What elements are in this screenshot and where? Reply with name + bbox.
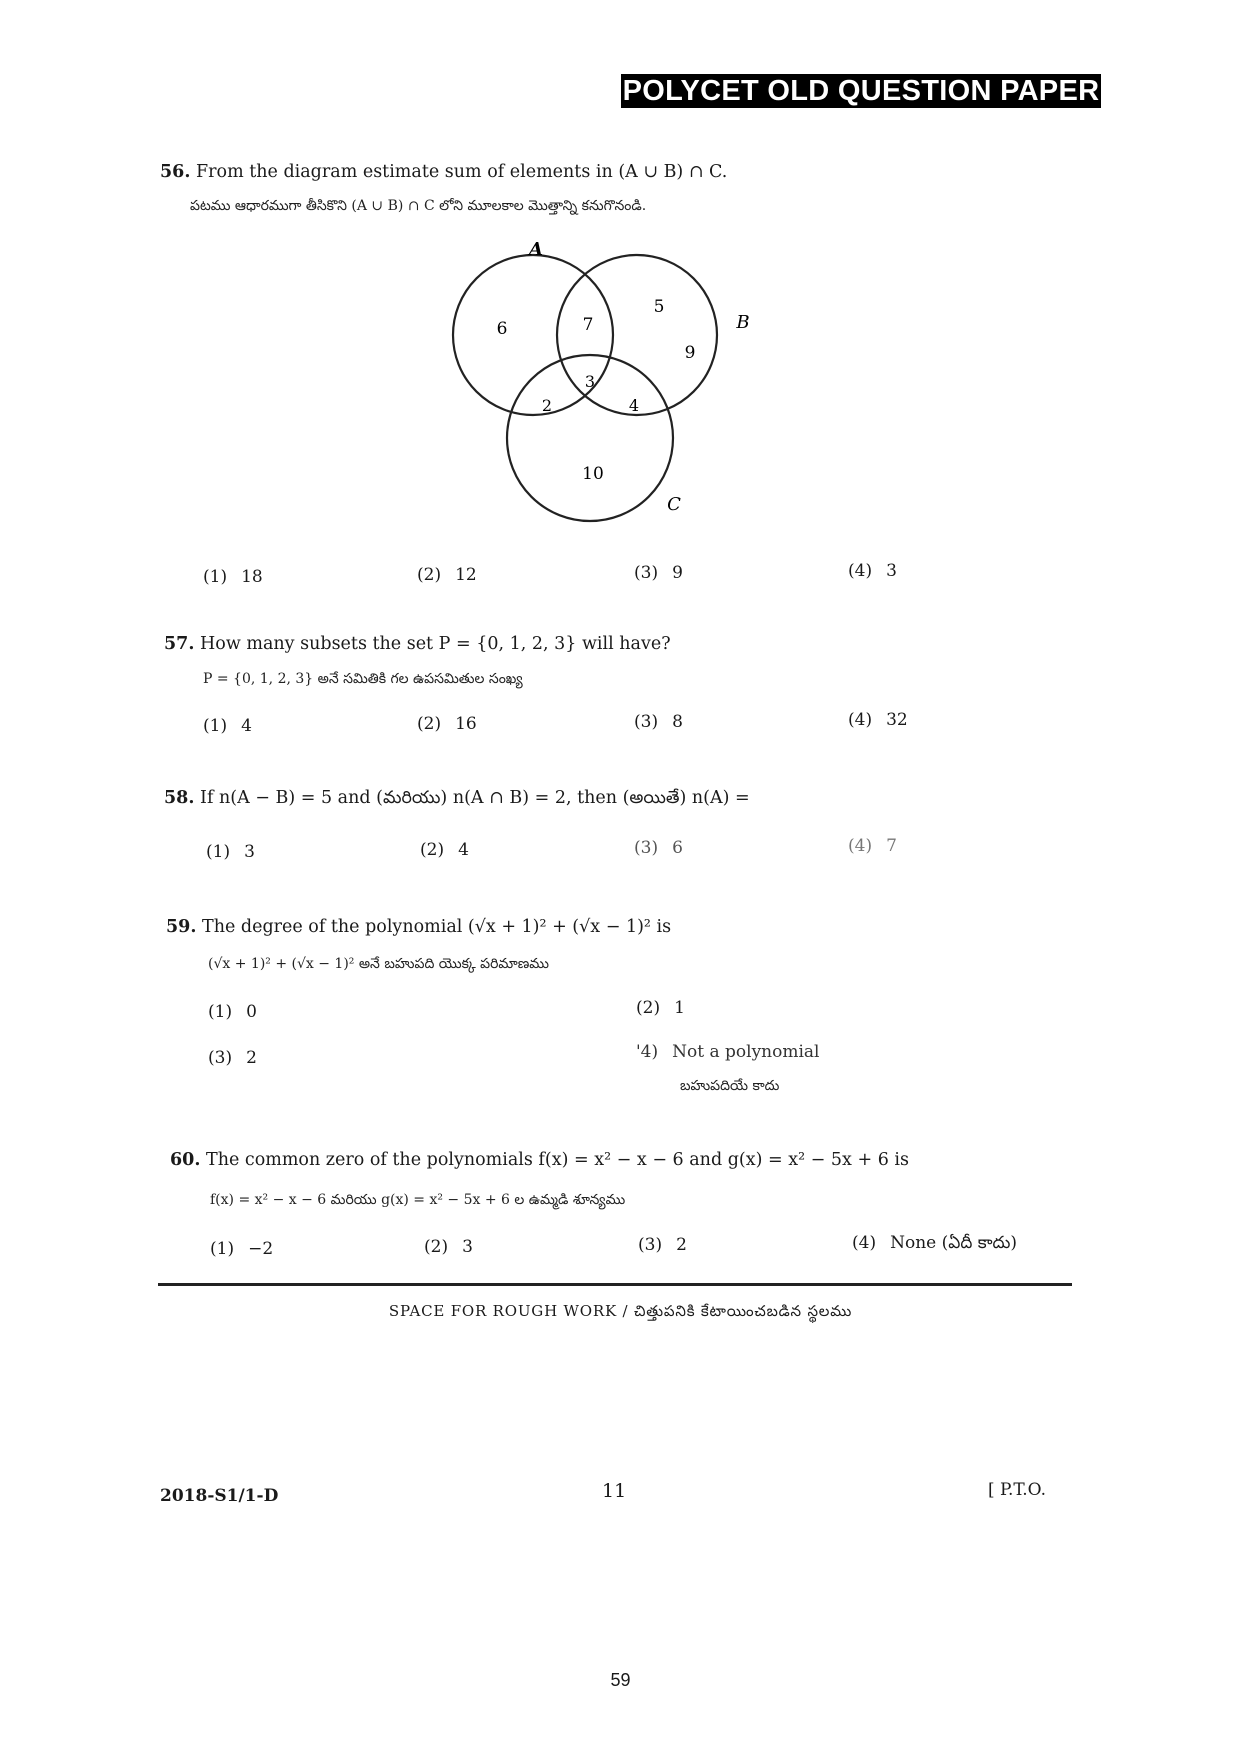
venn-region-a-only: 6 <box>496 319 508 339</box>
option-label: (3) <box>638 1235 663 1255</box>
option-label: '4) <box>636 1042 659 1062</box>
venn-label-c: C <box>667 494 681 515</box>
option-label: (1) <box>203 716 228 736</box>
option-label: (1) <box>208 1002 233 1022</box>
question-56-text: From the diagram estimate sum of elements in (A ∪ B) ∩ C. <box>196 162 728 182</box>
rough-work-label: SPACE FOR ROUGH WORK / చిత్తుపనికి కేటాయించబడిన స్థలము <box>388 1302 853 1320</box>
option-label: (4) <box>848 710 873 730</box>
venn-region-ac-only: 2 <box>541 396 553 415</box>
q58-option-2 <box>420 840 469 860</box>
option-label: (2) <box>636 998 661 1018</box>
question-57-number: 57. <box>164 634 195 654</box>
option-value: Not a polynomial <box>672 1042 820 1062</box>
option-label: (2) <box>417 714 442 734</box>
venn-diagram <box>0 0 1241 560</box>
venn-region-c-only: 10 <box>582 464 604 484</box>
q56-option-4 <box>848 561 897 581</box>
option-value: 18 <box>241 567 263 587</box>
q59-option-3 <box>208 1048 257 1068</box>
question-57 <box>164 634 671 654</box>
q59-option-2 <box>636 998 685 1018</box>
q56-option-3 <box>634 563 683 583</box>
venn-region-bc-only: 4 <box>628 396 640 415</box>
q56-option-1 <box>203 567 263 587</box>
option-label: (3) <box>634 712 659 732</box>
venn-region-ab-only: 7 <box>582 315 594 335</box>
option-value: 3 <box>244 842 255 862</box>
option-label: (3) <box>208 1048 233 1068</box>
option-label: (2) <box>424 1237 449 1257</box>
footer-code: 2018-S1/1-D <box>160 1486 279 1506</box>
option-value: 4 <box>458 840 469 860</box>
option-value: 3 <box>462 1237 473 1257</box>
venn-region-b-only-2: 9 <box>684 343 696 363</box>
option-label: (1) <box>210 1239 235 1259</box>
question-59-number: 59. <box>166 917 197 937</box>
q60-option-3 <box>638 1235 687 1255</box>
option-value: 2 <box>246 1048 257 1068</box>
question-56-telugu: పటము ఆధారముగా తీసికొని (A ∪ B) ∩ C లోని మూలకాల మొత్తాన్ని కనుగొనండి. <box>190 198 647 214</box>
question-58 <box>164 788 750 812</box>
option-value: −2 <box>248 1239 274 1259</box>
option-label: (1) <box>206 842 231 862</box>
option-label: (3) <box>634 563 659 583</box>
question-60-telugu: f(x) = x² − x − 6 మరియు g(x) = x² − 5x + 6 ల ఉమ్మడి శూన్యము <box>210 1192 626 1208</box>
question-56-number: 56. <box>160 162 191 182</box>
option-label: (2) <box>417 565 442 585</box>
option-value: 7 <box>886 836 897 856</box>
option-value: 8 <box>672 712 683 732</box>
option-value: 4 <box>241 716 252 736</box>
question-58-number: 58. <box>164 788 195 808</box>
q60-option-2 <box>424 1237 473 1257</box>
q58-option-3 <box>634 838 683 858</box>
q58-option-4 <box>848 836 897 856</box>
question-60 <box>170 1150 909 1170</box>
option-label: (4) <box>848 836 873 856</box>
footer-pto: [ P.T.O. <box>988 1480 1047 1500</box>
q57-option-3 <box>634 712 683 732</box>
q59-option-4 <box>636 1042 819 1062</box>
option-value: 9 <box>672 563 683 583</box>
option-label: (4) <box>852 1233 877 1253</box>
page-number: 59 <box>610 1670 631 1690</box>
question-60-text: The common zero of the polynomials f(x) = x² − x − 6 and g(x) = x² − 5x + 6 is <box>206 1150 909 1170</box>
question-59 <box>166 917 671 937</box>
venn-label-a: A <box>529 239 543 260</box>
option-value: 2 <box>676 1235 687 1255</box>
q56-option-2 <box>417 565 477 585</box>
option-label: (1) <box>203 567 228 587</box>
option-value: None (ఏదీ కాదు) <box>890 1233 1017 1253</box>
q60-option-1 <box>210 1239 273 1259</box>
option-value: 0 <box>246 1002 257 1022</box>
option-value: 3 <box>886 561 897 581</box>
question-59-telugu: (√x + 1)² + (√x − 1)² అనే బహుపది యొక్క పరిమాణము <box>208 956 549 972</box>
question-57-text: How many subsets the set P = {0, 1, 2, 3} will have? <box>200 634 671 654</box>
option-value: 1 <box>674 998 685 1018</box>
question-59-text: The degree of the polynomial (√x + 1)² + (√x − 1)² is <box>202 917 672 937</box>
option-value: 12 <box>455 565 477 585</box>
q60-option-4 <box>852 1233 1017 1257</box>
q57-option-4 <box>848 710 908 730</box>
question-57-telugu: P = {0, 1, 2, 3} అనే సమితికి గల ఉపసమితుల సంఖ్య <box>203 671 523 687</box>
option-value: 32 <box>886 710 908 730</box>
question-58-text: If n(A − B) = 5 and (మరియు) n(A ∩ B) = 2, then (అయితే) n(A) = <box>200 788 750 808</box>
q59-option-4-telugu: బహుపదియే కాదు <box>680 1078 780 1094</box>
venn-region-abc: 3 <box>584 372 596 391</box>
venn-circle-b <box>557 255 717 415</box>
question-60-number: 60. <box>170 1150 201 1170</box>
option-label: (3) <box>634 838 659 858</box>
venn-region-b-only-1: 5 <box>653 297 665 317</box>
option-value: 6 <box>672 838 683 858</box>
venn-circle-a <box>453 255 613 415</box>
q57-option-1 <box>203 716 252 736</box>
option-label: (4) <box>848 561 873 581</box>
q58-option-1 <box>206 842 255 862</box>
q59-option-1 <box>208 1002 257 1022</box>
section-divider <box>158 1283 1072 1286</box>
venn-label-b: B <box>736 312 750 333</box>
option-value: 16 <box>455 714 477 734</box>
footer-page: 11 <box>602 1480 627 1502</box>
option-label: (2) <box>420 840 445 860</box>
paper-banner: POLYCET OLD QUESTION PAPER <box>622 75 1100 107</box>
q57-option-2 <box>417 714 477 734</box>
